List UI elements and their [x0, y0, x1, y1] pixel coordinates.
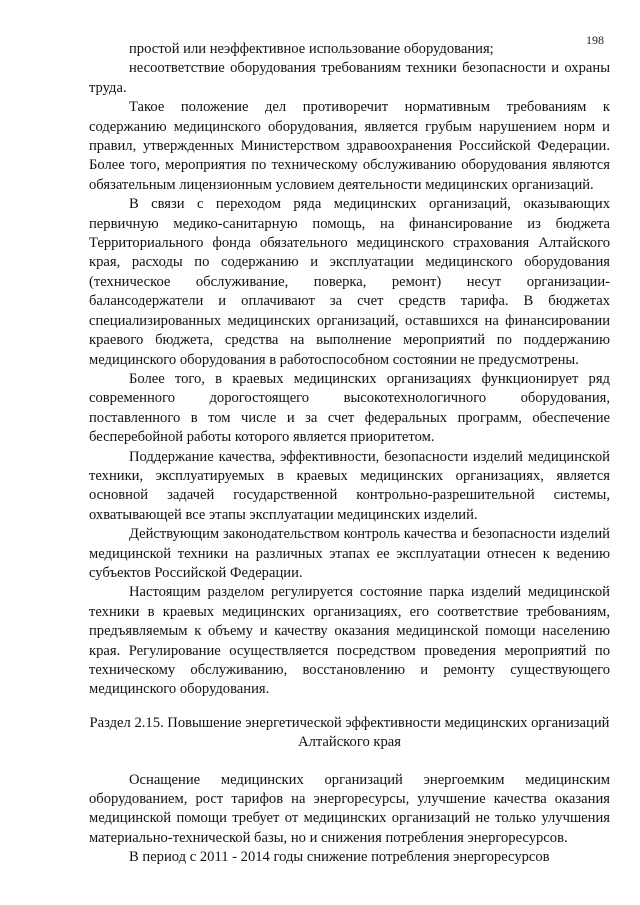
paragraph: Настоящим разделом регулируется состояние парка изделий медицинской техники в краевых медицинских организациях, его соответствие требованиям, предъявляемым к объему и качеству оказания медицинской помощи населению края. Регулирование осуществляется посредством проведения мероприятий по техническому обслуживанию, восстановлению и ремонту существующего медицинского оборудования. — [89, 584, 610, 698]
page-number: 198 — [586, 33, 604, 47]
paragraph: Оснащение медицинских организаций энергоемким медицинским оборудованием, рост тарифов на энергоресурсы, улучшение качества оказания медицинской помощи требует от медицинских организаций не только улучшения материально-технической базы, но и снижения потребления энергоресурсов. — [89, 771, 610, 846]
paragraph: В период с 2011 - 2014 годы снижение потребления энергоресурсов — [129, 849, 550, 866]
section-heading: Раздел 2.15. Повышение энергетической эффективности медицинских организаций Алтайского края — [89, 714, 610, 751]
paragraph: Поддержание качества, эффективности, безопасности изделий медицинской техники, эксплуатируемых в краевых медицинских организациях, является основной задачей государственной контрольно-разрешительной системы, охватывающей все этапы эксплуатации медицинских изделий. — [89, 448, 610, 523]
paragraph: В связи с переходом ряда медицинских организаций, оказывающих первичную медико-санитарную помощь, на финансирование из бюджета Территориального фонда обязательного медицинского страхования Алтайского края, расходы по содержанию и эксплуатации медицинского оборудования (техническое обслуживание, поверка, ремонт) несут организации-балансодержатели и оплачивают за счет средств тарифа. В бюджетах специализированных медицинских организаций, оставшихся на финансировании краевого бюджета, средства на выполнение мероприятий по поддержанию медицинского оборудования в работоспособном состоянии не предусмотрены. — [89, 196, 610, 368]
body-text — [89, 40, 610, 868]
paragraph: несоответствие оборудования требованиям техники безопасности и охраны труда. — [89, 60, 610, 96]
paragraph: простой или неэффективное использование оборудования; — [129, 41, 494, 57]
paragraph: Действующим законодательством контроль качества и безопасности изделий медицинской техники на различных этапах ее эксплуатации отнесен к ведению субъектов Российской Федерации. — [89, 526, 610, 581]
paragraph: Такое положение дел противоречит нормативным требованиям к содержанию медицинского оборудования, является грубым нарушением норм и правил, утвержденных Министерством здравоохранения Российской Федерации. Более того, мероприятия по техническому обслуживанию оборудования являются обязательным лицензионным условием деятельности медицинских организаций. — [89, 99, 610, 193]
paragraph: Более того, в краевых медицинских организациях функционирует ряд современного дорогостоящего высокотехнологичного оборудования, поставленного в том числе и за счет федеральных программ, обеспечение бесперебойной работы которого является приоритетом. — [89, 370, 610, 446]
